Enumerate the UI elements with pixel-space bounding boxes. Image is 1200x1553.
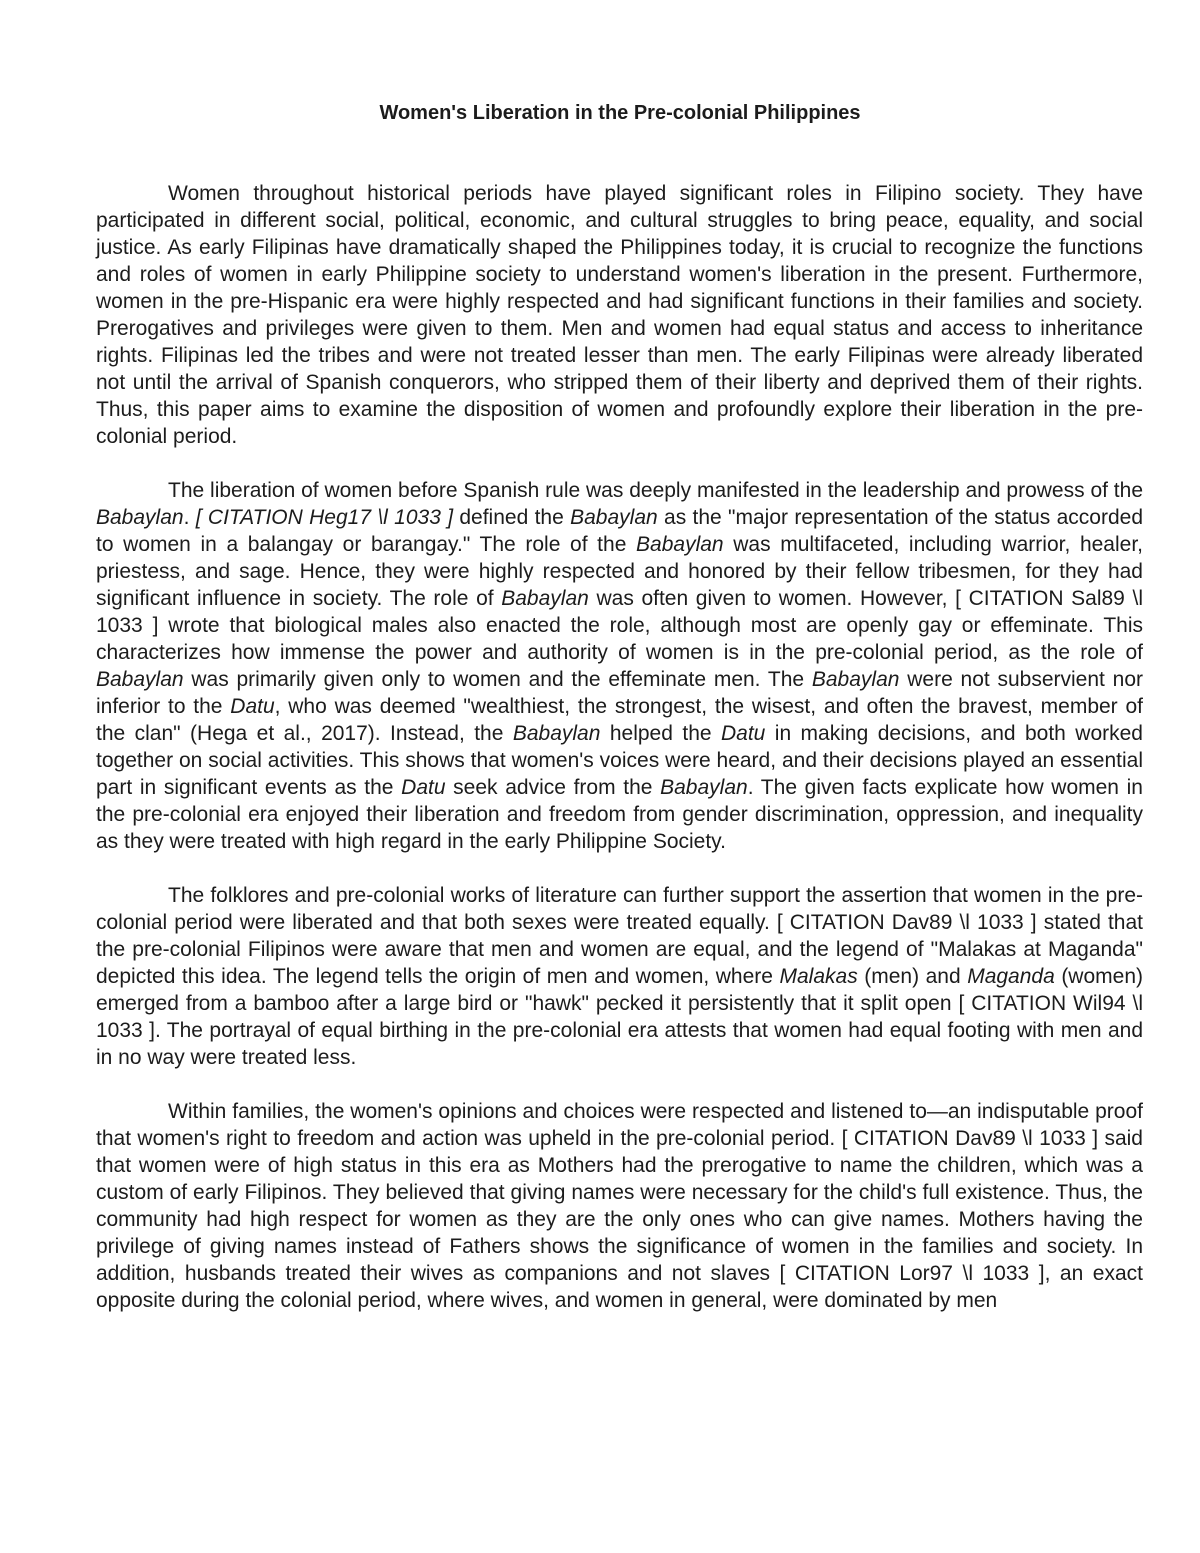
italic-text: Babaylan [811, 668, 900, 691]
italic-text: Datu [720, 722, 766, 745]
italic-text: Babaylan [96, 506, 184, 529]
paragraph-text: as the "major representation of the status accorded to women in a balangay or barangay." The role of the [96, 506, 1144, 556]
document-body [96, 180, 1143, 1341]
italic-text: Babaylan [512, 722, 601, 745]
italic-text: Babaylan [96, 668, 184, 691]
italic-text: Babaylan [570, 506, 658, 529]
paragraph-text: seek advice from the [445, 776, 661, 799]
body-paragraph [96, 477, 1143, 855]
italic-text: [ CITATION Heg17 \l 1033 ] [195, 506, 454, 529]
italic-text: Babaylan [660, 776, 748, 799]
paragraph-text: was primarily given only to women and the effeminate men. The [183, 668, 812, 691]
italic-text: Datu [401, 776, 446, 799]
paragraph-text: The liberation of women before Spanish rule was deeply manifested in the leadership and prowess of the [168, 479, 1143, 502]
italic-text: Babaylan [636, 533, 724, 556]
paragraph-text: (men) and [857, 965, 968, 988]
paragraph-text: The folklores and pre-colonial works of literature can further support the assertion that women in the pre-colonial period were liberated and that both sexes were treated equally. [ CITATION Dav89 \l 1033 ] stated that the pre-colonial Filipinos were aware that men and women are equal, and the legend of "Malakas at Maganda" depicted this idea. The legend tells the origin of men and women, where [96, 884, 1143, 988]
body-paragraph [96, 882, 1143, 1071]
paragraph-text: defined the [453, 506, 571, 529]
paragraph-text: Women throughout historical periods have played significant roles in Filipino society. They have participated in different social, political, economic, and cultural struggles to bring peace, equality, and social justice. As early Filipinas have dramatically shaped the Philippines today, it is crucial to recognize the functions and roles of women in early Philippine society to understand women's liberation in the present. Furthermore, women in the pre-Hispanic era were highly respected and had significant functions in their families and society. Prerogatives and privileges were given to them. Men and women had equal status and access to inheritance rights. Filipinas led the tribes and were not treated lesser than men. The early Filipinas were already liberated not until the arrival of Spanish conquerors, who stripped them of their liberty and deprived them of their rights. Thus, this paper aims to examine the disposition of women and profoundly explore their liberation in the pre-colonial period. [96, 182, 1143, 448]
paragraph-text: (women) emerged from a bamboo after a large bird or "hawk" pecked it persistently that it split open [ CITATION Wil94 \l 1033 ]. The portrayal of equal birthing in the pre-colonial era attests that women had equal footing with men and in no way were treated less. [96, 965, 1144, 1069]
paragraph-text: were not subservient nor inferior to the [96, 668, 1143, 718]
body-paragraph [96, 1098, 1143, 1314]
paragraph-text: . [183, 506, 196, 529]
body-paragraph [96, 180, 1143, 450]
italic-text: Maganda [967, 965, 1055, 988]
paragraph-text: in making decisions, and both worked together on social activities. This shows that women's voices were heard, and their decisions played an essential part in significant events as the [96, 722, 1143, 799]
paragraph-text: was multifaceted, including warrior, healer, priestess, and sage. Hence, they were highly respected and honored by their fellow tribesmen, for they had significant influence in society. The role of [96, 533, 1144, 610]
paragraph-text: helped the [600, 722, 721, 745]
italic-text: Babaylan [501, 587, 589, 610]
document-title: Women's Liberation in the Pre-colonial Philippines [379, 102, 861, 124]
paragraph-text: was often given to women. However, [ CITATION Sal89 \l 1033 ] wrote that biological males also enacted the role, although most are openly gay or effeminate. This characterizes how immense the power and authority of women is in the pre-colonial period, as the role of [96, 587, 1143, 664]
paragraph-text: , who was deemed "wealthiest, the strongest, the wisest, and often the bravest, member of the clan" (Hega et al., 2017). Instead, the [96, 695, 1143, 745]
paragraph-text: Within families, the women's opinions and choices were respected and listened to—an indisputable proof that women's right to freedom and action was upheld in the pre-colonial period. [ CITATION Dav89 \l 1033 ] said that women were of high status in this era as Mothers had the prerogative to name the children, which was a custom of early Filipinos. They believed that giving names were necessary for the child's full existence. Thus, the community had high respect for women as they are the only ones who can give names. Mothers having the privilege of giving names instead of Fathers shows the significance of women in the families and society. In addition, husbands treated their wives as companions and not slaves [ CITATION Lor97 \l 1033 ], an exact opposite during the colonial period, where wives, and women in general, were dominated by men [96, 1100, 1143, 1312]
italic-text: Datu [230, 695, 275, 718]
italic-text: Malakas [779, 965, 858, 988]
paragraph-text: . The given facts explicate how women in the pre-colonial era enjoyed their liberation and freedom from gender discrimination, oppression, and inequality as they were treated with high regard in the early Philippine Society. [96, 776, 1143, 853]
